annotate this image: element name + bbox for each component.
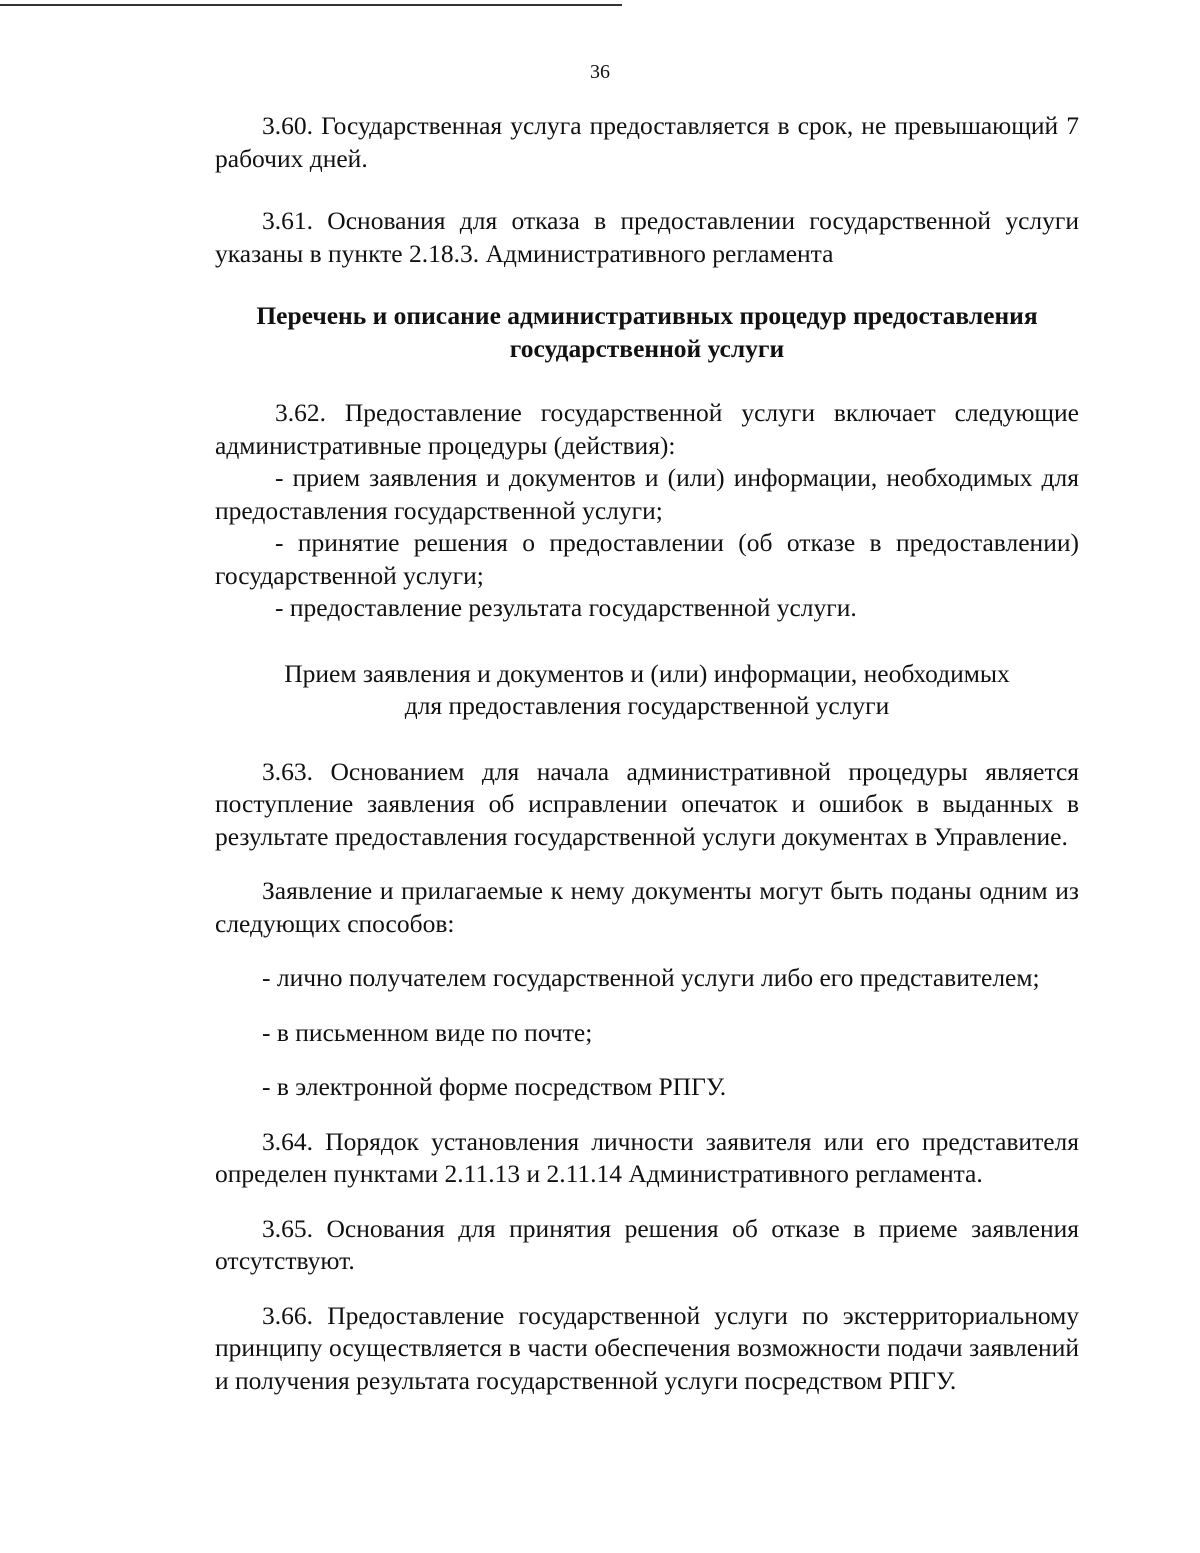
paragraph-submission-methods: Заявление и прилагаемые к нему документы могут быть поданы одним из следующих способов: bbox=[215, 876, 1079, 938]
paragraph-3-66: 3.66. Предоставление государственной услуги по экстерриториальному принципу осуществляется в части обеспечения возможности подачи заявлений и получения результата государственной услуги посредством РПГУ. bbox=[215, 1300, 1079, 1395]
paragraph-3-60: 3.60. Государственная услуга предоставляется в срок, не превышающий 7 рабочих дней. bbox=[215, 111, 1079, 173]
document-body bbox=[215, 110, 1079, 1397]
page-number: 36 bbox=[590, 61, 610, 83]
paragraph-3-61: 3.61. Основания для отказа в предоставлении государственной услуги указаны в пункте 2.18.3. Административного регламента bbox=[215, 206, 1079, 268]
section-heading-reception-line2: для предоставления государственной услуги bbox=[404, 691, 890, 720]
paragraph-3-63: 3.63. Основанием для начала административной процедуры является поступление заявления об исправлении опечаток и ошибок в выданных в результате предоставления государственной услуги документах в Управление. bbox=[215, 756, 1079, 851]
procedure-item-3: - предоставление результата государственной услуги. bbox=[275, 593, 857, 622]
procedure-item-2: - принятие решения о предоставлении (об отказе в предоставлении) государственной услуги; bbox=[215, 528, 1079, 590]
section-heading-reception-line1: Прием заявления и документов и (или) информации, необходимых bbox=[284, 658, 1010, 688]
submission-method-1: - лично получателем государственной услуги либо его представителем; bbox=[262, 963, 1040, 992]
section-heading-procedures-line1: Перечень и описание административных процедур предоставления bbox=[256, 301, 1038, 330]
procedure-item-1: - прием заявления и документов и (или) информации, необходимых для предоставления государственной услуги; bbox=[215, 463, 1079, 525]
section-heading-procedures-line2: государственной услуги bbox=[509, 333, 785, 363]
section-heading-reception bbox=[215, 658, 1079, 723]
paragraph-3-65: 3.65. Основания для принятия решения об отказе в приеме заявления отсутствуют. bbox=[215, 1213, 1079, 1275]
submission-method-2: - в письменном виде по почте; bbox=[262, 1017, 593, 1047]
submission-method-3: - в электронной форме посредством РПГУ. bbox=[262, 1072, 727, 1101]
paragraph-3-64: 3.64. Порядок установления личности заявителя или его представителя определен пунктами 2.11.13 и 2.11.14 Административного регламента. bbox=[215, 1126, 1079, 1188]
top-rule bbox=[0, 4, 622, 6]
section-heading-procedures bbox=[215, 300, 1079, 365]
paragraph-3-62: 3.62. Предоставление государственной услуги включает следующие административные процедуры (действия): bbox=[215, 398, 1079, 460]
